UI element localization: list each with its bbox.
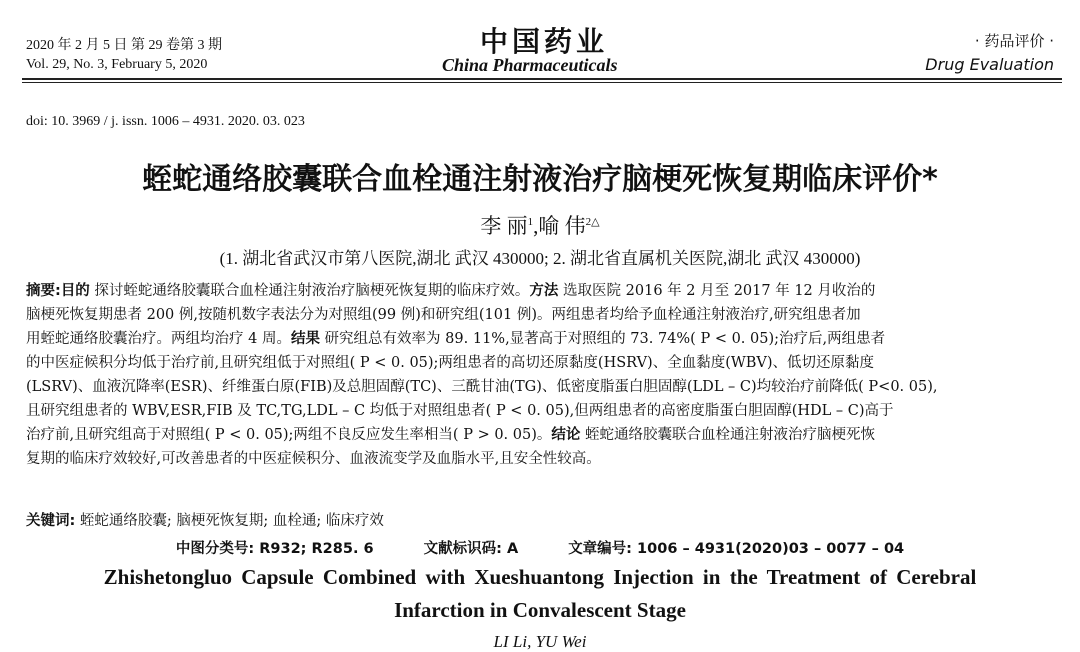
header-rule-thin xyxy=(22,82,1062,83)
abstract-heading: 方法 xyxy=(529,283,559,299)
article-title-en-line2: Infarction in Convalescent Stage xyxy=(394,598,686,622)
abstract-text: 探讨蛭蛇通络胶囊联合血栓通注射液治疗脑梗死恢复期的临床疗效。 xyxy=(89,283,530,299)
abstract-heading: 目的 xyxy=(60,283,90,299)
doc-code-value: A xyxy=(501,541,519,557)
article-number-value: 1006 – 4931(2020)03 – 0077 – 04 xyxy=(632,541,905,557)
section-label-cn: · 药品评价 · xyxy=(974,32,1054,50)
authors-en: LI Li, YU Wei xyxy=(493,632,587,651)
abstract-line xyxy=(26,375,1062,399)
abstract-text: 蛭蛇通络胶囊联合血栓通注射液治疗脑梗死恢 xyxy=(580,427,875,443)
abstract xyxy=(26,279,1062,471)
journal-logo-en: China Pharmaceuticals xyxy=(442,55,618,75)
abstract-text: 选取医院 2016 年 2 月至 2017 年 12 月收治的 xyxy=(558,283,876,299)
journal-logo-cn: 中国药业 xyxy=(480,25,609,58)
abstract-line xyxy=(26,399,1062,423)
section-label-en: Drug Evaluation xyxy=(925,55,1054,74)
author-separator: , xyxy=(533,214,539,238)
doc-code-label: 文献标识码: xyxy=(423,541,502,557)
article-number-label: 文章编号: xyxy=(568,541,632,557)
abstract-text: 的中医症候积分均低于治疗前,且研究组低于对照组( P < 0. 05);两组患者的高切还原黏度(HSRV)、全血黏度(WBV)、低切还原黏度 xyxy=(26,355,875,371)
article-title-en-line1: Zhishetongluo Capsule Combined with Xueshuantong Injection in the Treatment of Cerebral xyxy=(103,565,977,589)
author-2: 喻 伟 xyxy=(538,214,586,238)
authors-cn xyxy=(0,210,1080,240)
abstract-heading: 结果 xyxy=(290,331,320,347)
keywords-text: 蛭蛇通络胶囊; 脑梗死恢复期; 血栓通; 临床疗效 xyxy=(75,513,384,529)
clc-label: 中图分类号: xyxy=(175,541,255,557)
author-1-affil: 1 xyxy=(527,216,534,228)
abstract-text: 研究组总有效率为 89. 11%,显著高于对照组的 73. 74%( P < 0. 05);治疗后,两组患者 xyxy=(319,331,886,347)
abstract-text: (LSRV)、血液沉降率(ESR)、纤维蛋白原(FIB)及总胆固醇(TC)、三酰甘油(TG)、低密度脂蛋白胆固醇(LDL – C)均较治疗前降低( P<0. 05), xyxy=(26,379,938,395)
abstract-text: 用蛭蛇通络胶囊治疗。两组均治疗 4 周。 xyxy=(26,331,291,347)
abstract-text: 治疗前,且研究组高于对照组( P < 0. 05);两组不良反应发生率相当( P > 0. 05)。 xyxy=(26,427,552,443)
classification-line xyxy=(0,537,1080,558)
abstract-line xyxy=(26,423,1062,447)
affiliations: (1. 湖北省武汉市第八医院,湖北 武汉 430000; 2. 湖北省直属机关医院,湖北 武汉 430000) xyxy=(219,249,861,268)
abstract-line xyxy=(26,303,1062,327)
abstract-line xyxy=(26,279,1062,303)
abstract-line xyxy=(26,327,1062,351)
abstract-text: 复期的临床疗效较好,可改善患者的中医症候积分、血液流变学及血脂水平,且安全性较高。 xyxy=(26,451,601,467)
abstract-text: 且研究组患者的 WBV,ESR,FIB 及 TC,TG,LDL – C 均低于对照组患者( P < 0. 05),但两组患者的高密度脂蛋白胆固醇(HDL – C)高于 xyxy=(26,403,894,419)
abstract-text: 脑梗死恢复期患者 200 例,按随机数字表法分为对照组(99 例)和研究组(101 例)。两组患者均给予血栓通注射液治疗,研究组患者加 xyxy=(26,307,861,323)
doi: doi: 10. 3969 / j. issn. 1006 – 4931. 2020. 03. 023 xyxy=(26,114,305,129)
abstract-label: 摘要: xyxy=(26,283,61,299)
abstract-line xyxy=(26,351,1062,375)
article-title-cn: 蛭蛇通络胶囊联合血栓通注射液治疗脑梗死恢复期临床评价* xyxy=(142,162,938,197)
abstract-line xyxy=(26,447,1062,471)
author-1: 李 丽 xyxy=(480,214,528,238)
keywords xyxy=(26,509,384,530)
issue-date-cn: 2020 年 2 月 5 日 第 29 卷第 3 期 xyxy=(26,38,222,53)
author-2-affil: 2△ xyxy=(585,216,600,228)
issue-date-en: Vol. 29, No. 3, February 5, 2020 xyxy=(26,57,208,72)
abstract-heading: 结论 xyxy=(551,427,581,443)
clc-value: R932; R285. 6 xyxy=(254,541,374,557)
keywords-label: 关键词: xyxy=(26,513,76,529)
header-rule xyxy=(22,78,1062,80)
